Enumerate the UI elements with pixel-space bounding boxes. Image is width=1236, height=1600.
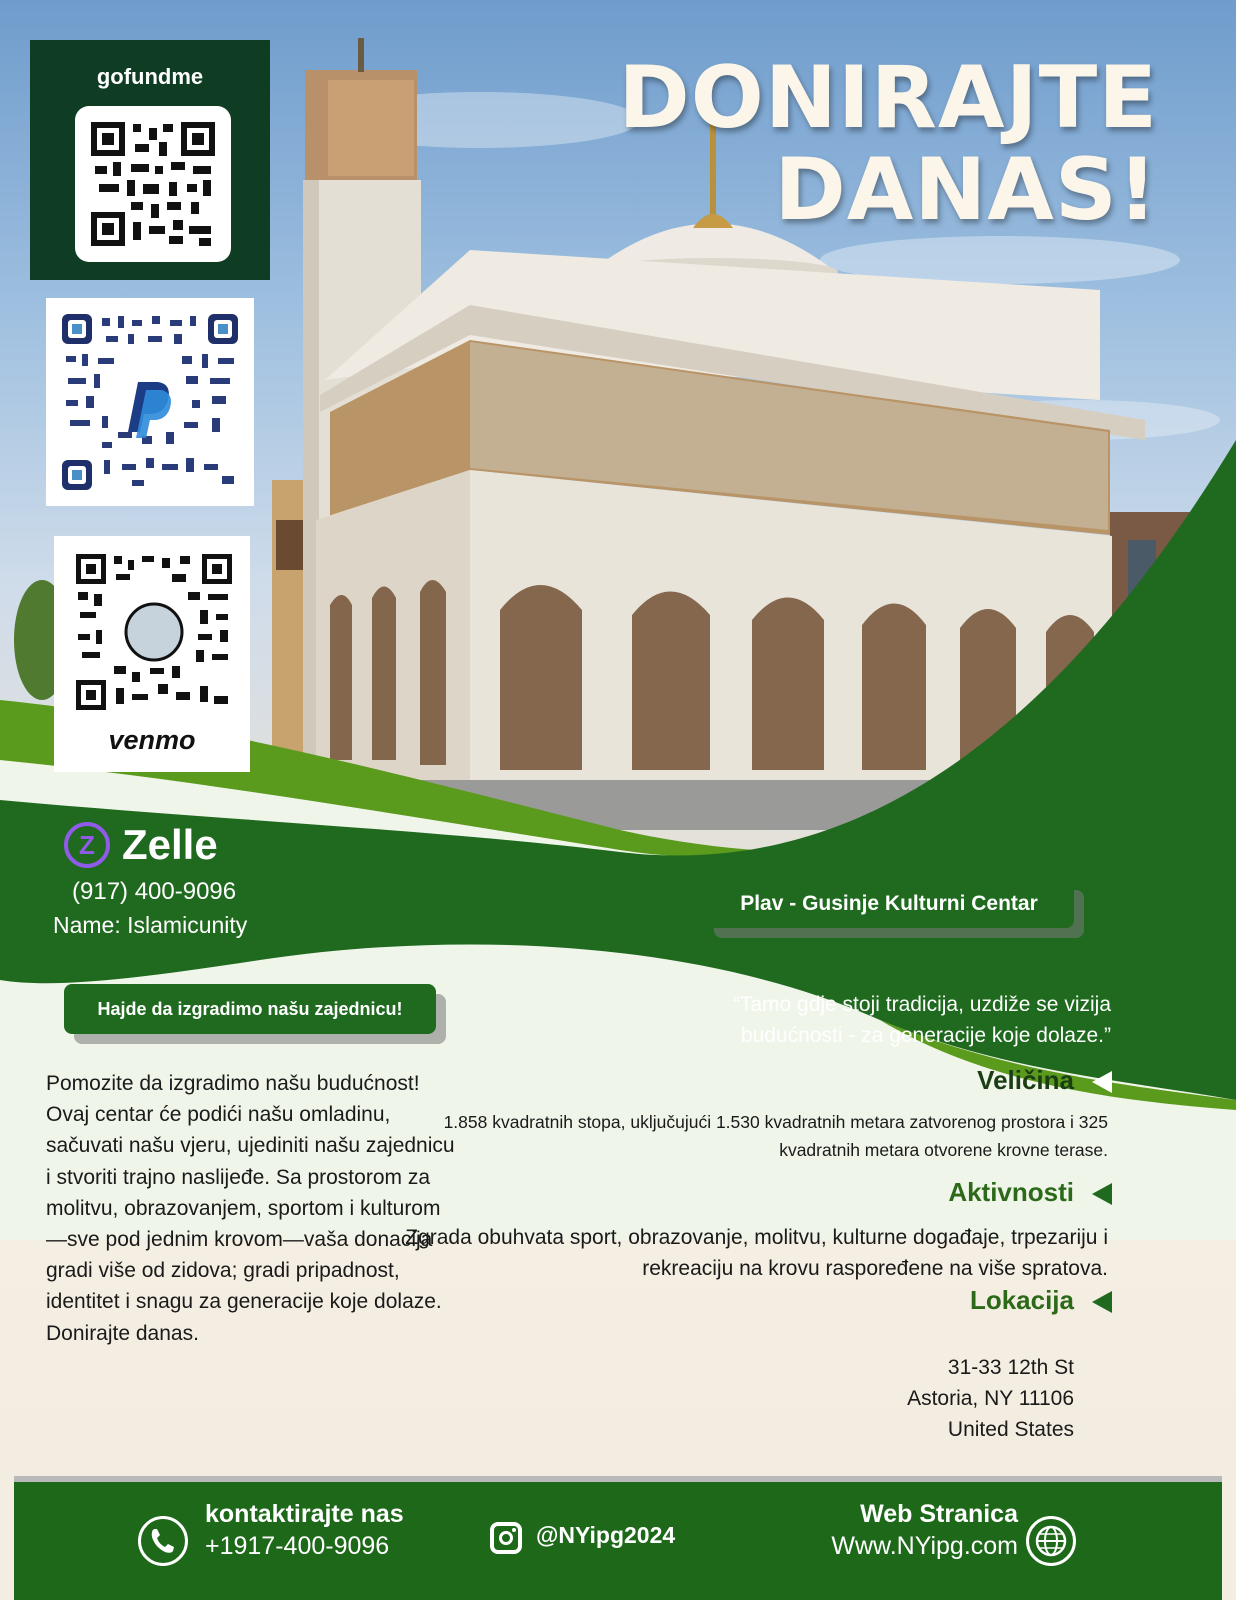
instagram-icon[interactable]: [490, 1522, 522, 1554]
venmo-logo: venmo: [108, 725, 196, 755]
activities-title: Aktivnosti: [948, 1177, 1074, 1207]
website-label: Web Stranica: [860, 1500, 1018, 1528]
website-url[interactable]: Www.NYipg.com: [831, 1532, 1018, 1560]
activities-description: Zgrada obuhvata sport, obrazovanje, molitvu, kulturne događaje, trpezariju i rekreaciju na krovu raspoređene na više spratova.: [405, 1226, 1108, 1280]
zelle-name: Name: Islamicunity: [53, 912, 248, 938]
paypal-qr-code[interactable]: [62, 314, 238, 490]
arrow-left-icon: [1092, 1071, 1112, 1093]
arrow-left-icon: [1092, 1291, 1112, 1313]
social-handle[interactable]: @NYipg2024: [536, 1522, 676, 1548]
address-line-2: Astoria, NY 11106: [907, 1387, 1074, 1410]
gofundme-logo: gofundme: [96, 64, 204, 89]
gofundme-qr-code[interactable]: [91, 122, 215, 246]
venmo-qr-code[interactable]: [76, 554, 232, 710]
size-description: 1.858 kvadratnih stopa, uključujući 1.530 kvadratnih metara zatvorenog prostora i 325 kvadratnih metara otvorene krovne terase.: [443, 1112, 1108, 1160]
contact-phone[interactable]: +1917-400-9096: [205, 1532, 390, 1560]
location-address: [814, 1352, 1074, 1445]
contact-label: kontaktirajte nas: [205, 1500, 404, 1528]
zelle-icon: Z: [64, 822, 110, 868]
zelle-heading: [64, 820, 218, 870]
build-community-badge: Hajde da izgradimo našu zajednicu!: [64, 984, 436, 1034]
tagline-quote: “Tamo gdje stoji tradicija, uzdiže se vizija budućnosti - za generacije koje dolaze.”: [732, 993, 1111, 1047]
phone-icon[interactable]: [138, 1516, 188, 1566]
headline-line-1: DONIRAJTE: [618, 48, 1158, 148]
gofundme-qr-frame: [75, 106, 231, 262]
activities-heading: [948, 1177, 1074, 1208]
location-title: Lokacija: [969, 1285, 1074, 1315]
zelle-label: Zelle: [122, 821, 218, 868]
headline-line-2: DANAS!: [774, 140, 1158, 240]
address-line-3: United States: [947, 1418, 1074, 1441]
address-line-1: 31-33 12th St: [947, 1356, 1074, 1379]
intro-paragraph: Pomozite da izgradimo našu budućnost! Ovaj centar će podići našu omladinu, sačuvati našu vjeru, ujediniti našu zajednicu i stvoriti trajno naslijeđe. Sa prostorom za molitvu, obrazovanjem, sportom i kulturom—sve pod jednim krovom—vaša donacija gradi više od zidova; gradi pripadnost, identitet i snagu za generacije koje dolaze. Donirajte danas.: [46, 1072, 455, 1345]
headline: [538, 48, 1158, 240]
size-heading: [977, 1065, 1074, 1096]
gofundme-card[interactable]: [30, 40, 270, 280]
center-name-badge: Plav - Gusinje Kulturni Centar: [704, 880, 1074, 928]
location-heading: [970, 1285, 1074, 1316]
venmo-card[interactable]: [54, 536, 250, 772]
globe-icon[interactable]: [1026, 1516, 1076, 1566]
size-title: Veličina: [977, 1065, 1074, 1095]
paypal-card[interactable]: [46, 298, 254, 506]
footer-bar: [14, 1482, 1222, 1600]
arrow-left-icon: [1092, 1183, 1112, 1205]
zelle-phone[interactable]: (917) 400-9096: [72, 878, 237, 905]
